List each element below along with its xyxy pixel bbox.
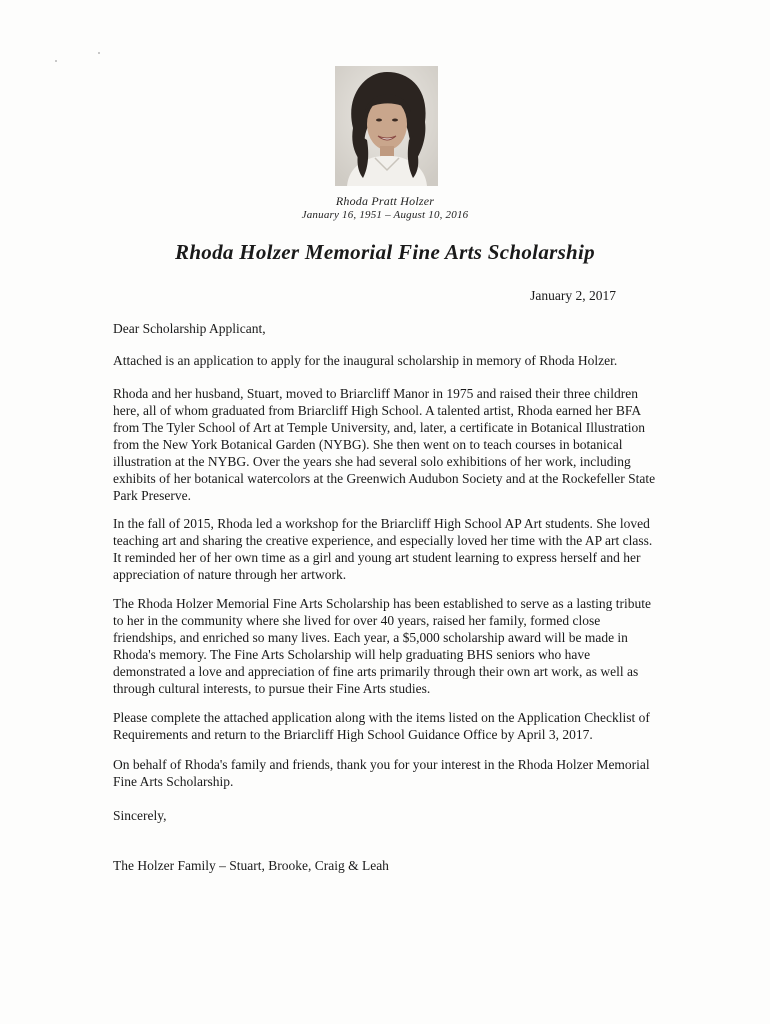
signature-text: The Holzer Family – Stuart, Brooke, Craig & Leah (113, 858, 389, 873)
paragraph-text: The Rhoda Holzer Memorial Fine Arts Scholarship has been established to serve as a lasting tribute to her in the community where she lived for over 40 years, raised her family, formed close friendships, and enriched so many lives. Each year, a $5,000 scholarship award will be made in Rhoda's memory. The Fine Arts Scholarship will help graduating BHS seniors who have demonstrated a love and appreciation of fine arts primarily through their own art work, as well as through cultural interests, to pursue their Fine Arts studies. (113, 596, 651, 696)
letter-paragraph-3 (113, 515, 661, 583)
closing-text: Sincerely, (113, 808, 167, 823)
letter-salutation (113, 320, 661, 337)
letter-date: January 2, 2017 (530, 288, 616, 303)
paragraph-text: Attached is an application to apply for the inaugural scholarship in memory of Rhoda Holzer. (113, 353, 618, 368)
letter-paragraph-6 (113, 756, 661, 790)
letter-closing (113, 807, 661, 824)
letter-paragraph-1 (113, 352, 661, 369)
paragraph-text: In the fall of 2015, Rhoda led a workshop for the Briarcliff High School AP Art students. She loved teaching art and sharing the creative experience, and especially loved her time with the AP art class. It reminded her of her own time as a girl and young art student learning to express herself and her appreciation of nature through her artwork. (113, 516, 653, 582)
salutation-text: Dear Scholarship Applicant, (113, 321, 266, 336)
letter-paragraph-4 (113, 595, 661, 697)
paragraph-text: On behalf of Rhoda's family and friends, thank you for your interest in the Rhoda Holzer Memorial Fine Arts Scholarship. (113, 757, 650, 789)
letter-paragraph-2 (113, 385, 661, 504)
portrait-photo (335, 66, 438, 186)
scan-speck (55, 60, 57, 62)
page-title: Rhoda Holzer Memorial Fine Arts Scholarship (175, 240, 595, 264)
paragraph-text: Please complete the attached application along with the items listed on the Application Checklist of Requirements and return to the Briarcliff High School Guidance Office by April 3, 2017. (113, 710, 650, 742)
photo-caption-name: Rhoda Pratt Holzer (335, 194, 435, 208)
photo-caption-dates: January 16, 1951 – August 10, 2016 (301, 209, 469, 221)
letter-paragraph-5 (113, 709, 661, 743)
portrait-image (335, 66, 438, 186)
scan-speck (98, 52, 100, 54)
letter-signature (113, 857, 661, 874)
paragraph-text: Rhoda and her husband, Stuart, moved to Briarcliff Manor in 1975 and raised their three children here, all of whom graduated from Briarcliff High School. A talented artist, Rhoda earned her BFA from The Tyler School of Art at Temple University, and, later, a certificate in Botanical Illustration from the New York Botanical Garden (NYBG). She then went on to teach courses in botanical illustration at the NYBG. Over the years she had several solo exhibitions of her work, including exhibits of her botanical watercolors at the Greenwich Audubon Society and at the Rockefeller State Park Preserve. (113, 386, 656, 503)
